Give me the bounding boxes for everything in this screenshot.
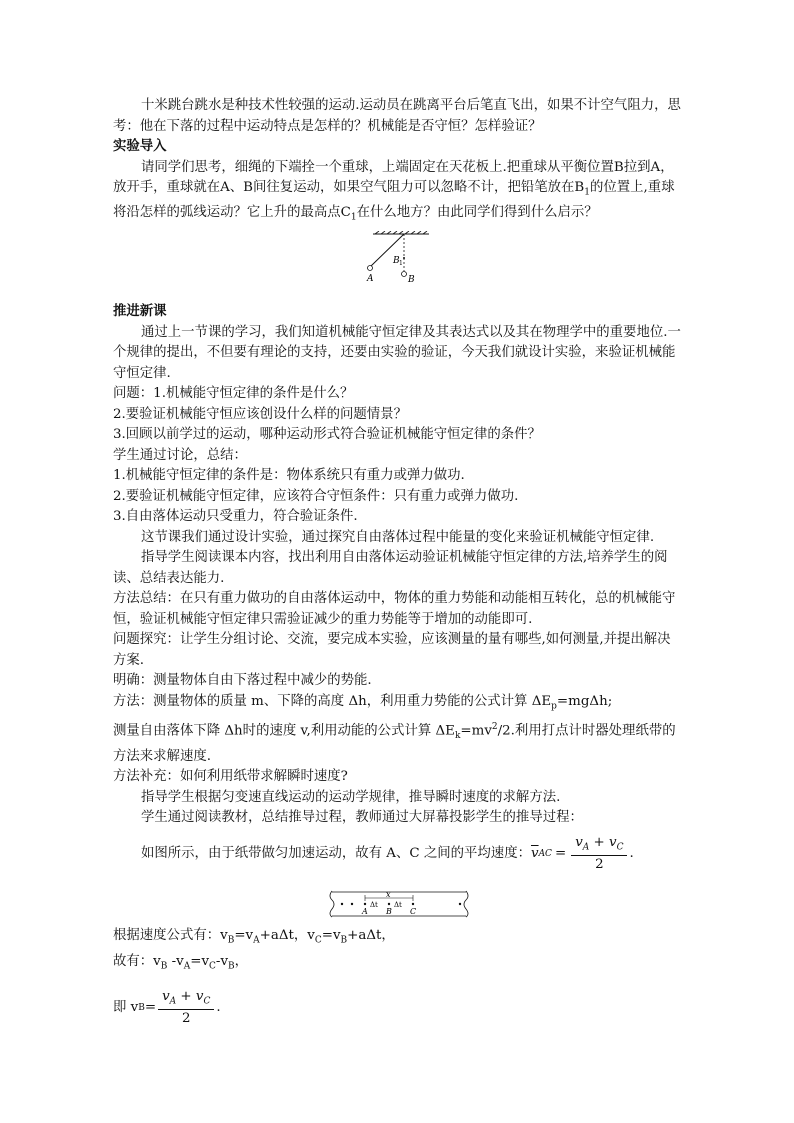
average-velocity-equation: 如图所示，由于纸带做匀加速运动，故有 A、C 之间的平均速度： $\overline{v}$ AC = $\frac{v_A + v_C}{2}$ . — [141, 834, 634, 873]
paragraph-design: 这节课我们通过设计实验，通过探究自由落体过程中能量的变化来验证机械能守恒定律. — [141, 529, 655, 545]
paragraph-clarify: 明确：测量物体自由下落过程中减少的势能. — [113, 673, 372, 689]
paragraph-method-summary: 方法总结：在只有重力做功的自由落体运动中，物体的重力势能和动能相互转化，总的机械能守恒，验证机械能守恒定律只需验证减少的重力势能等于增加的动能即可. — [113, 591, 676, 627]
summary-3: 3.自由落体运动只受重力，符合验证条件. — [113, 509, 358, 525]
label-tape-a: A — [362, 907, 368, 917]
paragraph-inquiry: 问题探究：让学生分组讨论、交流，要完成本实验，应该测量的量有哪些,如何测量,并提出解决方案. — [113, 632, 671, 668]
question-2: 2.要验证机械能守恒应该创设什么样的问题情景？ — [113, 406, 407, 422]
label-tape-b: B — [386, 907, 392, 917]
paragraph-projection: 学生通过阅读教材，总结推导过程，教师通过大屏幕投影学生的推导过程： — [141, 810, 583, 826]
pendulum-figure — [365, 231, 435, 289]
paragraph-review: 通过上一节课的学习，我们知道机械能守恒定律及其表达式以及其在物理学中的重要地位.一个规律的提出，不但要有理论的支持，还要由实验的验证，今天我们就设计实验，来验证机械能守恒定律. — [113, 324, 681, 381]
paper-tape-figure — [328, 888, 470, 920]
summary-intro: 学生通过讨论，总结： — [113, 447, 247, 463]
summary-2: 2.要验证机械能守恒定律，应该符合守恒条件：只有重力或弹力做功. — [113, 488, 519, 504]
fraction-avg: $\frac{v_A + v_C}{2}$ — [571, 835, 627, 875]
experiment-paragraph: 请同学们思考，细绳的下端拴一个重球，上端固定在天花板上.把重球从平衡位置B拉到A，放开手，重球就在A、B间往复运动，如果空气阻力可以忽略不计，把铅笔放在$B_1$的位置上,重球将沿怎样的弧线运动？它上升的最高点$C_1$在什么地方？由此同学们得到什么启示？ — [113, 159, 675, 223]
document-page — [113, 96, 683, 1028]
velocity-formula-line: 根据速度公式有：$v_B=v_A+a\Delta t$，$v_C=v_B+a\Delta t$， — [113, 928, 395, 946]
fraction-vb: $\frac{v_A + v_C}{2}$ — [158, 989, 214, 1029]
label-b1-sub: 1 — [399, 260, 403, 268]
label-tape-c: C — [410, 907, 417, 917]
therefore-line: 故有：$v_B$ $-v_A=v_C-v_B$， — [113, 953, 249, 972]
paragraph-method-potential: 方法：测量物体的质量 m、下降的高度 Δh，利用重力势能的公式计算 $\Delta E_p=mg\Delta h$; — [113, 693, 613, 712]
label-a: A — [367, 274, 374, 285]
section-heading-experiment: 实验导入 — [113, 139, 167, 154]
label-dt1: Δt — [370, 901, 378, 910]
section-heading-new-lesson: 推进新课 — [113, 304, 167, 320]
intro-paragraph: 十米跳台跳水是种技术性较强的运动.运动员在跳离平台后笔直飞出，如果不计空气阻力，思考：他在下落的过程中运动特点是怎样的？机械能是否守恒？怎样验证？ — [113, 98, 681, 134]
label-b1: B — [393, 256, 400, 267]
paragraph-method-kinetic: 测量自由落体下降 Δh时的速度 v,利用动能的公式计算 $\Delta E_k=mv^2/2$.利用打点计时器处理纸带的方法来求解速度. — [113, 722, 676, 764]
label-dt2: Δt — [394, 901, 402, 910]
paragraph-guide-reading: 指导学生阅读课本内容，找出利用自由落体运动验证机械能守恒定律的方法,培养学生的阅读、总结表达能力. — [113, 550, 668, 586]
label-b: B — [408, 275, 415, 286]
label-x: x — [386, 890, 391, 900]
paragraph-guide-derive: 指导学生根据匀变速直线运动的运动学规律，推导瞬时速度的求解方法. — [141, 789, 561, 805]
question-1: 问题：1.机械能守恒定律的条件是什么？ — [113, 386, 354, 402]
summary-1: 1.机械能守恒定律的条件是：物体系统只有重力或弹力做功. — [113, 468, 465, 484]
question-3: 3.回顾以前学过的运动，哪种运动形式符合验证机械能守恒定律的条件？ — [113, 427, 541, 443]
paragraph-method-supplement: 方法补充：如何利用纸带求解瞬时速度? — [113, 769, 348, 785]
instant-velocity-equation: 即 v B = $\frac{v_A + v_C}{2}$ . — [113, 988, 221, 1027]
